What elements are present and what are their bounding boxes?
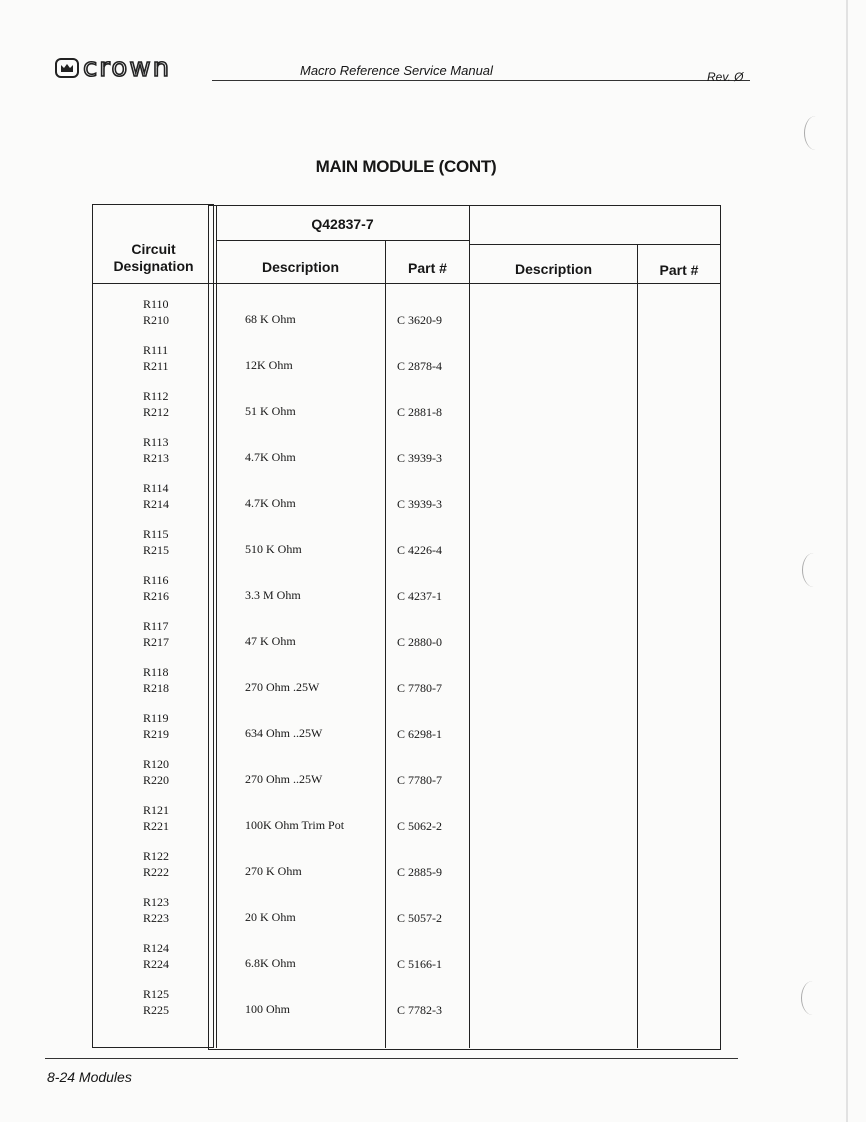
part-number-cell: C 2881-8 bbox=[397, 405, 442, 419]
table-row bbox=[0, 343, 866, 389]
second-header-rule bbox=[470, 244, 720, 245]
header-rule bbox=[212, 80, 750, 81]
table-row bbox=[0, 389, 866, 435]
designation-primary: R118 bbox=[143, 665, 169, 679]
table-row bbox=[0, 987, 866, 1033]
manual-title: Macro Reference Service Manual bbox=[300, 63, 493, 78]
description-header-2: Description bbox=[514, 261, 592, 277]
logo-text: crown bbox=[83, 53, 172, 83]
designation-primary: R123 bbox=[143, 895, 170, 909]
model-number-header: Q42837-7 bbox=[311, 216, 374, 232]
description-cell: 510 K Ohm bbox=[245, 542, 302, 556]
circuit-designation bbox=[143, 757, 169, 788]
circuit-designation bbox=[143, 573, 169, 604]
description-cell: 270 Ohm ..25W bbox=[245, 772, 323, 786]
designation-primary: R113 bbox=[143, 435, 169, 449]
description-cell: 100 Ohm bbox=[245, 1002, 290, 1016]
designation-secondary: R218 bbox=[143, 680, 170, 695]
part-number-cell: C 7780-7 bbox=[397, 773, 442, 787]
description-cell: 47 K Ohm bbox=[245, 634, 296, 648]
description-cell: 12K Ohm bbox=[245, 358, 293, 372]
designation-secondary: R220 bbox=[143, 772, 170, 787]
binder-hole-mark bbox=[801, 981, 824, 1015]
description-cell: 100K Ohm Trim Pot bbox=[245, 818, 345, 832]
circuit-designation bbox=[143, 987, 169, 1018]
designation-primary: R125 bbox=[143, 987, 170, 1001]
revision-label: Rev. Ø bbox=[707, 70, 744, 84]
part-number-cell: C 2878-4 bbox=[397, 359, 442, 373]
circuit-designation bbox=[143, 435, 169, 466]
table-row bbox=[0, 665, 866, 711]
circuit-designation bbox=[143, 619, 169, 650]
part-number-cell: C 4237-1 bbox=[397, 589, 442, 603]
table-row bbox=[0, 941, 866, 987]
part-number-cell: C 4226-4 bbox=[397, 543, 442, 557]
designation-secondary: R221 bbox=[143, 818, 170, 833]
designation-primary: R119 bbox=[143, 711, 169, 725]
circuit-designation-header bbox=[93, 241, 214, 275]
circuit-designation bbox=[143, 849, 169, 880]
table-row bbox=[0, 481, 866, 527]
table-row bbox=[0, 711, 866, 757]
table-row bbox=[0, 757, 866, 803]
circuit-designation bbox=[143, 665, 169, 696]
designation-secondary: R217 bbox=[143, 634, 170, 649]
binder-hole-mark bbox=[802, 553, 825, 587]
header-bottom-rule bbox=[93, 283, 720, 284]
page-edge bbox=[846, 0, 848, 1122]
crown-logo bbox=[55, 55, 171, 81]
part-number-cell: C 2885-9 bbox=[397, 865, 442, 879]
description-cell: 6.8K Ohm bbox=[245, 956, 296, 970]
designation-secondary: R210 bbox=[143, 312, 170, 327]
circuit-header-line2: Designation bbox=[113, 258, 194, 274]
page-footer: 8-24 Modules bbox=[47, 1069, 132, 1085]
circuit-designation bbox=[143, 343, 169, 374]
designation-secondary: R223 bbox=[143, 910, 170, 925]
circuit-designation bbox=[143, 803, 169, 834]
description-cell: 4.7K Ohm bbox=[245, 496, 296, 510]
designation-secondary: R215 bbox=[143, 542, 170, 557]
designation-primary: R121 bbox=[143, 803, 170, 817]
table-row bbox=[0, 435, 866, 481]
table-row bbox=[0, 895, 866, 941]
designation-primary: R116 bbox=[143, 573, 169, 587]
description-cell: 270 K Ohm bbox=[245, 864, 302, 878]
part-number-cell: C 5062-2 bbox=[397, 819, 442, 833]
description-cell: 4.7K Ohm bbox=[245, 450, 296, 464]
part-number-cell: C 5057-2 bbox=[397, 911, 442, 925]
designation-secondary: R222 bbox=[143, 864, 170, 879]
designation-secondary: R214 bbox=[143, 496, 170, 511]
description-cell: 68 K Ohm bbox=[245, 312, 296, 326]
circuit-designation bbox=[143, 895, 169, 926]
part-number-cell: C 7780-7 bbox=[397, 681, 442, 695]
description-cell: 51 K Ohm bbox=[245, 404, 296, 418]
part-number-cell: C 7782-3 bbox=[397, 1003, 442, 1017]
designation-primary: R115 bbox=[143, 527, 169, 541]
designation-secondary: R212 bbox=[143, 404, 170, 419]
crown-icon bbox=[55, 58, 79, 78]
part-number-cell: C 3939-3 bbox=[397, 451, 442, 465]
circuit-header-line1: Circuit bbox=[131, 241, 176, 257]
table-row bbox=[0, 619, 866, 665]
part-number-cell: C 5166-1 bbox=[397, 957, 442, 971]
designation-primary: R111 bbox=[143, 343, 169, 357]
part-number-cell: C 3620-9 bbox=[397, 313, 442, 327]
table-row bbox=[0, 573, 866, 619]
footer-rule bbox=[45, 1058, 738, 1059]
model-header-rule bbox=[216, 240, 469, 241]
designation-primary: R120 bbox=[143, 757, 170, 771]
designation-secondary: R213 bbox=[143, 450, 170, 465]
circuit-designation bbox=[143, 297, 169, 328]
binder-hole-mark bbox=[804, 116, 827, 150]
designation-primary: R122 bbox=[143, 849, 170, 863]
designation-primary: R112 bbox=[143, 389, 169, 403]
part-number-header: Part # bbox=[408, 260, 447, 276]
table-row bbox=[0, 527, 866, 573]
designation-secondary: R219 bbox=[143, 726, 170, 741]
table-row bbox=[0, 297, 866, 343]
table-row bbox=[0, 849, 866, 895]
circuit-designation bbox=[143, 941, 169, 972]
circuit-designation bbox=[143, 711, 169, 742]
designation-primary: R117 bbox=[143, 619, 169, 633]
table-row bbox=[0, 803, 866, 849]
designation-primary: R110 bbox=[143, 297, 169, 311]
circuit-designation bbox=[143, 389, 169, 420]
page-title: MAIN MODULE (CONT) bbox=[315, 157, 497, 176]
description-cell: 3.3 M Ohm bbox=[245, 588, 301, 602]
designation-secondary: R211 bbox=[143, 358, 169, 373]
designation-primary: R124 bbox=[143, 941, 170, 955]
description-header: Description bbox=[261, 259, 339, 275]
description-cell: 270 Ohm .25W bbox=[245, 680, 320, 694]
circuit-designation bbox=[143, 527, 169, 558]
part-number-cell: C 6298-1 bbox=[397, 727, 442, 741]
circuit-designation bbox=[143, 481, 169, 512]
description-cell: 634 Ohm ..25W bbox=[245, 726, 323, 740]
designation-secondary: R216 bbox=[143, 588, 170, 603]
part-number-cell: C 2880-0 bbox=[397, 635, 442, 649]
designation-secondary: R224 bbox=[143, 956, 170, 971]
designation-primary: R114 bbox=[143, 481, 169, 495]
designation-secondary: R225 bbox=[143, 1002, 170, 1017]
description-cell: 20 K Ohm bbox=[245, 910, 296, 924]
part-number-cell: C 3939-3 bbox=[397, 497, 442, 511]
part-number-header-2: Part # bbox=[659, 262, 699, 278]
